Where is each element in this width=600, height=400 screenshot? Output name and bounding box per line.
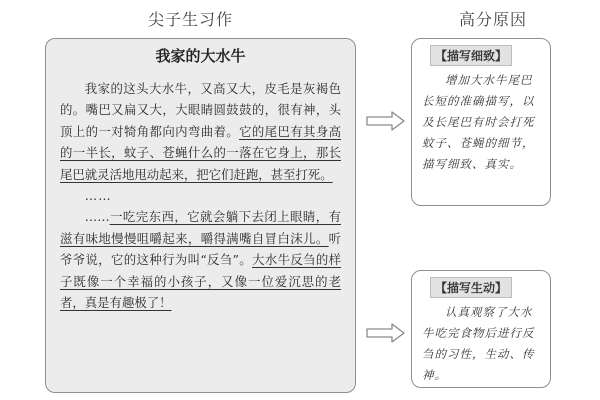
reason-text-1: 增加大水牛尾巴长短的准确描写，以及长尾巴有时会打死蚊子、苍蝇的细节，描写细致、真实。 [422, 73, 535, 171]
right-arrow-icon-2 [366, 322, 406, 344]
essay-paragraph-2 [60, 206, 341, 313]
reason-card-1 [411, 38, 551, 206]
essay-p2-underlined-end: 大水牛反刍的样子既像一个幸福的小孩子，又像一位爱沉思的老者，真是有趣极了！ [60, 252, 341, 311]
essay-p2-text: 听爷爷说，它的这种行为叫“反刍”。 [60, 230, 341, 268]
right-column-heading: 高分原因 [459, 10, 528, 29]
essay-p2-start: …… [84, 209, 110, 225]
reason-tag-1: 【描写细致】 [430, 45, 512, 66]
right-arrow-icon-1 [366, 110, 406, 132]
essay-p2-underlined: 一吃完东西，它就会躺下去闭上眼睛，有滋有味地慢慢咀嚼起来，嚼得满嘴自冒白沫儿。 [60, 209, 341, 246]
essay-card [45, 38, 356, 393]
essay-p1-text: 我家的这头大水牛，又高又大，皮毛是灰褐色的。嘴巴又扁又大，大眼睛圆鼓鼓的，很有神，头顶上的一对犄角都向内弯曲着。 [60, 81, 341, 139]
reason-text-2: 认真观察了大水牛吃完食物后进行反刍的习性，生动、传神。 [422, 305, 535, 382]
reason-card-2 [411, 270, 551, 388]
essay-title: 我家的大水牛 [155, 47, 246, 65]
reason-tag-2: 【描写生动】 [430, 277, 512, 298]
essay-ellipsis: …… [84, 188, 112, 204]
left-column-heading: 尖子生习作 [148, 10, 234, 29]
essay-p1-underlined: 它的尾巴有其身高的一半长，蚊子、苍蝇什么的一落在它身上，那长尾巴就灵活地甩动起来，把它们赶跑，甚至打死。 [60, 123, 342, 182]
essay-paragraph-1 [60, 78, 341, 185]
